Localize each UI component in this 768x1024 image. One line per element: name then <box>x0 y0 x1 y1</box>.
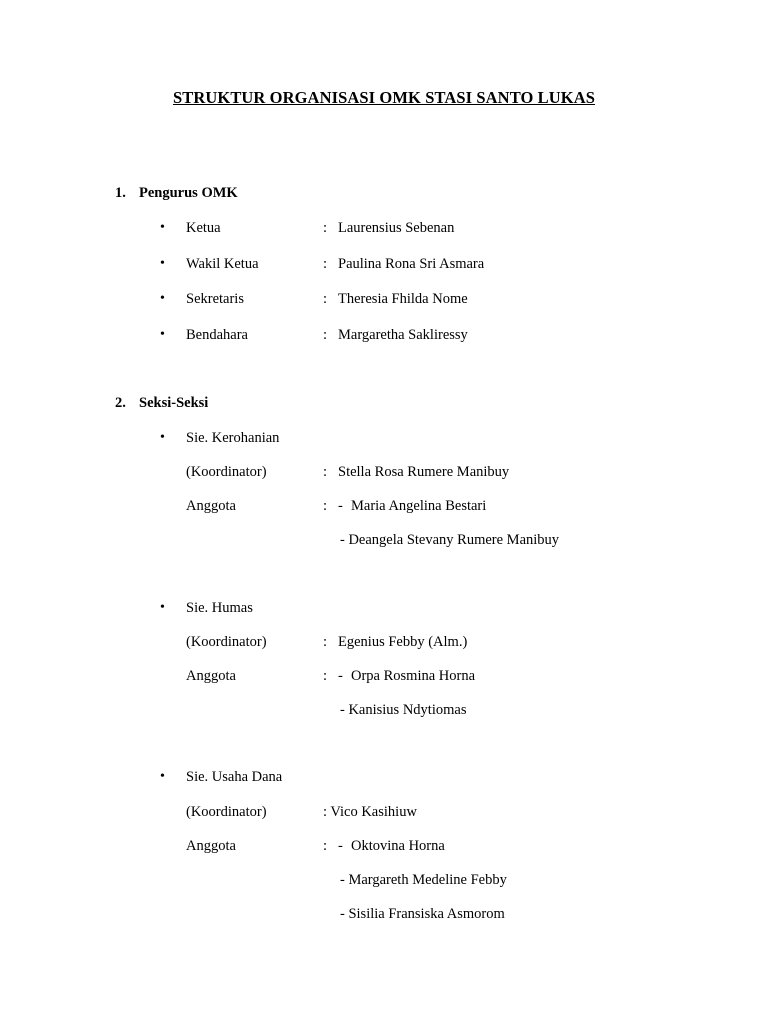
dash: - <box>338 668 343 684</box>
group-heading <box>0 767 768 787</box>
member-row <box>0 666 768 686</box>
coordinator-label: (Koordinator) <box>186 634 267 650</box>
member-value: Maria Angelina Bestari <box>351 498 487 514</box>
member-value: - Margareth Medeline Febby <box>340 872 507 888</box>
section-number: 1. <box>115 185 126 201</box>
dash: - <box>338 838 343 854</box>
coordinator-label: (Koordinator) <box>186 804 267 820</box>
coordinator-value: Egenius Febby (Alm.) <box>338 634 468 650</box>
section-title: Seksi-Seksi <box>139 395 209 411</box>
member-value: Orpa Rosmina Horna <box>351 668 476 684</box>
list-item <box>0 218 768 238</box>
list-item <box>0 289 768 309</box>
bullet-icon: • <box>160 430 165 445</box>
member-value: - Kanisius Ndytiomas <box>340 702 467 718</box>
member-value: - Deangela Stevany Rumere Manibuy <box>340 532 560 548</box>
coordinator-row <box>0 802 768 822</box>
coordinator-label: (Koordinator) <box>186 464 267 480</box>
member-row <box>0 836 768 856</box>
bullet-icon: • <box>160 256 165 271</box>
member-label: Anggota <box>186 498 236 514</box>
group-name: Sie. Humas <box>186 600 253 616</box>
member-row <box>0 904 768 924</box>
role-value: Laurensius Sebenan <box>338 220 455 236</box>
coordinator-row <box>0 632 768 652</box>
list-item <box>0 325 768 345</box>
list-item <box>0 254 768 274</box>
role-label: Ketua <box>186 220 221 236</box>
role-label: Bendahara <box>186 327 248 343</box>
coordinator-value: : Vico Kasihiuw <box>323 804 417 820</box>
colon: : <box>323 256 328 272</box>
bullet-icon: • <box>160 220 165 235</box>
colon: : <box>323 220 328 236</box>
colon: : <box>323 291 328 307</box>
group-heading <box>0 598 768 618</box>
colon: : <box>323 668 328 684</box>
member-row <box>0 496 768 516</box>
dash: - <box>338 498 343 514</box>
role-label: Wakil Ketua <box>186 256 259 272</box>
role-label: Sekretaris <box>186 291 244 307</box>
bullet-icon: • <box>160 600 165 615</box>
member-label: Anggota <box>186 838 236 854</box>
page-title: STRUKTUR ORGANISASI OMK STASI SANTO LUKAS <box>172 88 596 107</box>
member-value: Oktovina Horna <box>351 838 445 854</box>
bullet-icon: • <box>160 327 165 342</box>
colon: : <box>323 464 328 480</box>
group-name: Sie. Kerohanian <box>186 430 280 446</box>
colon: : <box>323 327 328 343</box>
group-heading <box>0 428 768 448</box>
section-number: 2. <box>115 395 126 411</box>
member-label: Anggota <box>186 668 236 684</box>
member-row <box>0 530 768 550</box>
coordinator-row <box>0 462 768 482</box>
member-value: - Sisilia Fransiska Asmorom <box>340 906 505 922</box>
colon: : <box>323 498 328 514</box>
role-value: Margaretha Sakliressy <box>338 327 468 343</box>
member-row <box>0 870 768 890</box>
colon: : <box>323 634 328 650</box>
role-value: Paulina Rona Sri Asmara <box>338 256 485 272</box>
colon: : <box>323 838 328 854</box>
bullet-icon: • <box>160 769 165 784</box>
section-title: Pengurus OMK <box>139 185 238 201</box>
section-heading-pengurus <box>0 183 768 203</box>
member-row <box>0 700 768 720</box>
group-name: Sie. Usaha Dana <box>186 769 283 785</box>
coordinator-value: Stella Rosa Rumere Manibuy <box>338 464 510 480</box>
bullet-icon: • <box>160 291 165 306</box>
role-value: Theresia Fhilda Nome <box>338 291 468 307</box>
section-heading-seksi <box>0 393 768 413</box>
